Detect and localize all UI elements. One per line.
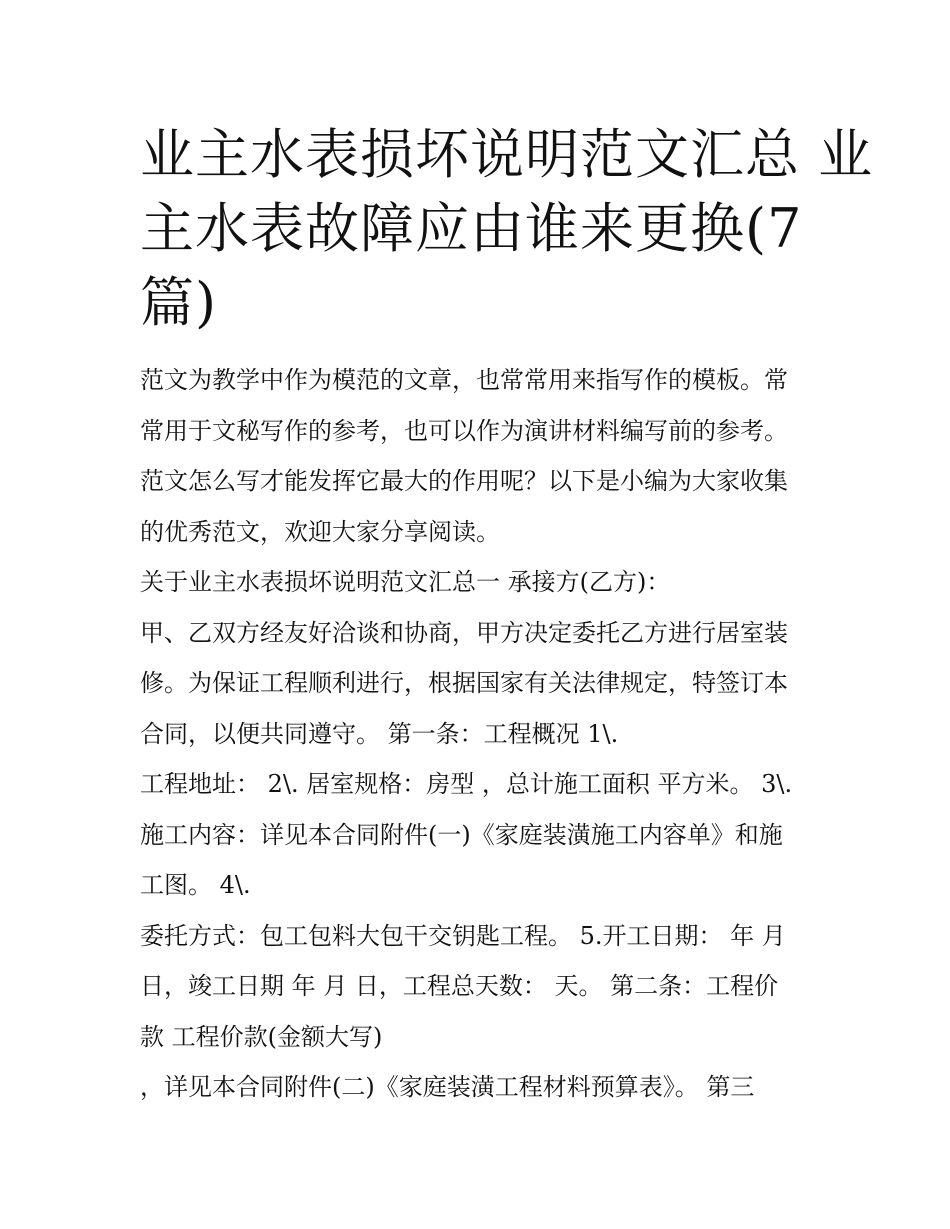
title-line-2: 主水表故障应由谁来更换(7 [140,197,803,260]
body-line: 合同，以便共同遵守。 第一条：工程概况 1\. [140,719,619,748]
body-line: 施工内容：详见本合同附件(一)《家庭装潢施工内容单》和施 [140,820,783,849]
document-title [140,118,874,340]
section-heading: 关于业主水表损坏说明范文汇总一 承接方(乙方)： [140,568,671,596]
body-line: 委托方式：包工包料大包干交钥匙工程。 5.开工日期： 年 月 [140,921,786,950]
body-line: 修。为保证工程顺利进行，根据国家有关法律规定，特签订本 [140,669,788,697]
title-line-3: 篇) [140,271,218,334]
body-line: 范文为教学中作为模范的文章，也常常用来指写作的模板。常 [140,366,788,394]
body-line: 款 工程价款(金额大写) [140,1022,383,1051]
document-body [140,355,830,1113]
body-line: 甲、乙双方经友好洽谈和协商，甲方决定委托乙方进行居室装 [140,618,788,647]
body-line: 工程地址： 2\. 居室规格：房型 ，总计施工面积 平方米。 3\. [140,770,793,798]
body-line: 工图。 4\. [140,871,251,899]
body-line: 的优秀范文，欢迎大家分享阅读。 [140,517,500,546]
body-line: ，详见本合同附件(二)《家庭装潢工程材料预算表》。 第三 [140,1073,755,1101]
body-line: 常用于文秘写作的参考，也可以作为演讲材料编写前的参考。 [140,416,788,445]
title-line-1: 业主水表损坏说明范文汇总 业 [140,123,874,186]
body-line: 日，竣工日期 年 月 日，工程总天数： 天。 第二条：工程价 [140,972,779,1000]
body-line: 范文怎么写才能发挥它最大的作用呢？以下是小编为大家收集 [140,467,788,495]
